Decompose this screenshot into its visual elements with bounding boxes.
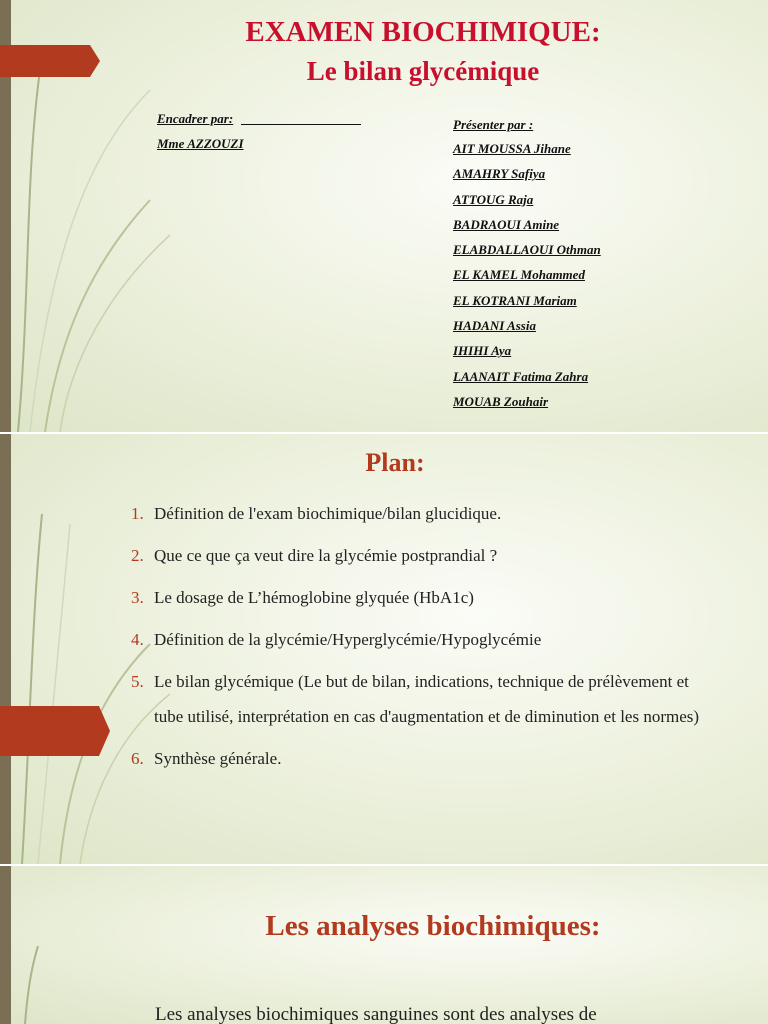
presenter-name: IHIHI Aya [453, 343, 512, 359]
plan-item-text: Le bilan glycémique (Le but de bilan, indications, technique de prélèvement et tube utilisé, interprétation en cas d'augmentation et de diminution et les normes) [154, 672, 700, 726]
supervisor-name: Mme AZZOUZI [157, 136, 244, 151]
plan-list [131, 496, 721, 783]
presenter-name: ATTOUG Raja [453, 191, 534, 207]
plan-item [131, 538, 721, 573]
plan-item-number: 2. [131, 546, 144, 565]
plan-item-number: 6. [131, 749, 144, 768]
slide-title: EXAMEN BIOCHIMIQUE: [245, 16, 601, 48]
plan-item-number: 1. [131, 504, 144, 523]
presented-label: Présenter par : [453, 117, 534, 132]
section-title: Les analyses biochimiques: [265, 910, 601, 942]
plan-slide [0, 434, 768, 864]
presenter-name: ELABDALLAOUI Othman [453, 242, 601, 258]
plan-item-text: Définition de l'exam biochimique/bilan glucidique. [154, 504, 502, 523]
analyses-slide [0, 866, 768, 1024]
body-text: Les analyses biochimiques sanguines sont des analyses de [155, 1004, 597, 1024]
plan-item-text: Définition de la glycémie/Hyperglycémie/Hypoglycémie [154, 630, 542, 649]
presenter-name: EL KOTRANI Mariam [453, 292, 577, 308]
presenter-name: HADANI Assia [453, 318, 536, 334]
plan-item [131, 580, 721, 615]
plan-item-number: 4. [131, 630, 144, 649]
decorative-swoosh-icon [0, 866, 200, 1024]
presenters-list [453, 141, 601, 419]
plan-item-text: Synthèse générale. [154, 749, 282, 768]
presenter-name: MOUAB Zouhair [453, 393, 548, 409]
plan-item [131, 496, 721, 531]
plan-item [131, 741, 721, 776]
presenter-name: EL KAMEL Mohammed [453, 267, 585, 283]
plan-item-number: 3. [131, 588, 144, 607]
slide-subtitle: Le bilan glycémique [306, 56, 540, 86]
presenter-name: LAANAIT Fatima Zahra [453, 368, 589, 384]
presenter-name: AIT MOUSSA Jihane [453, 141, 571, 156]
title-slide [0, 0, 768, 432]
plan-item-text: Que ce que ça veut dire la glycémie postprandial ? [154, 546, 498, 565]
supervised-label: Encadrer par: [157, 111, 234, 126]
plan-item [131, 664, 721, 734]
plan-item-number: 5. [131, 672, 144, 691]
plan-item [131, 622, 721, 657]
presenter-name: BADRAOUI Amine [453, 216, 560, 232]
plan-title: Plan: [365, 448, 425, 477]
plan-item-text: Le dosage de L’hémoglobine glyquée (HbA1c) [154, 588, 474, 607]
signature-line [241, 124, 361, 125]
accent-arrow [0, 706, 110, 756]
presenter-name: AMAHRY Safiya [453, 166, 546, 182]
